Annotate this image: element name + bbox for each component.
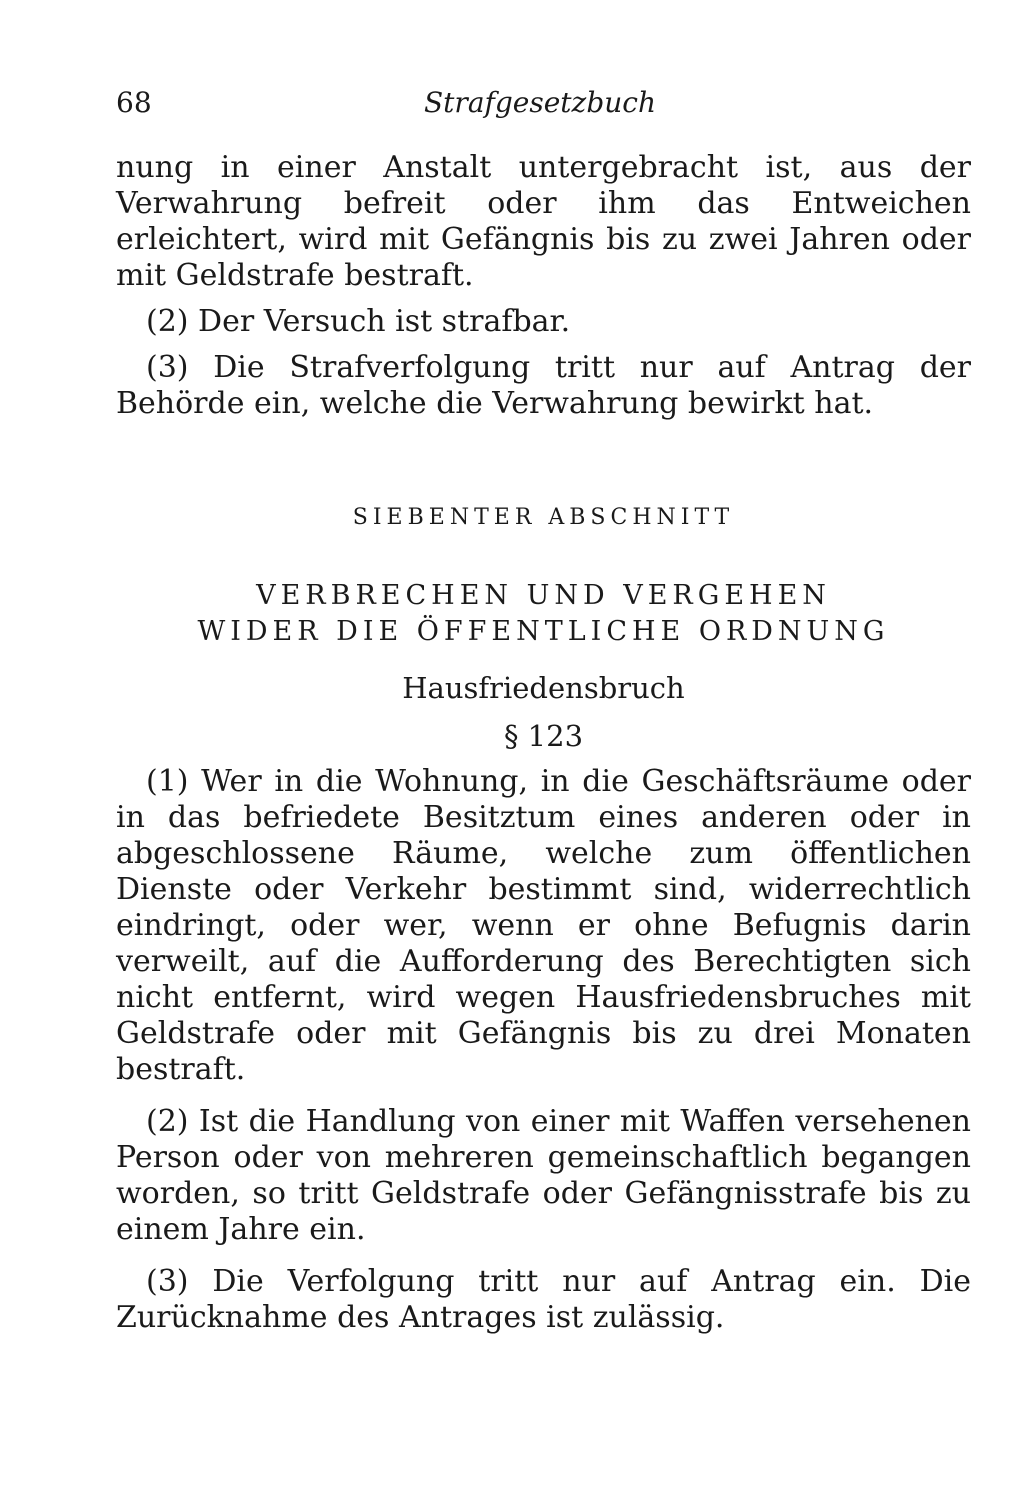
page-header — [116, 86, 976, 126]
prev-paragraph-2: (2) Der Versuch ist strafbar. — [146, 304, 571, 339]
page-body — [116, 150, 971, 1336]
chapter-title-line-2: WIDER DIE ÖFFENTLICHE ORDNUNG — [197, 616, 890, 647]
section-paragraph-2: (2) Ist die Handlung von einer mit Waffen versehenen Person oder von mehreren gemeinschaftlich begangen worden, so tritt Geldstrafe oder Gefängnisstrafe bis zu einem Jahre ein. — [116, 1104, 971, 1247]
chapter-label: SIEBENTER ABSCHNITT — [352, 505, 735, 530]
section-paragraph-3: (3) Die Verfolgung tritt nur auf Antrag ein. Die Zurücknahme des Antrages ist zulässig. — [116, 1264, 971, 1335]
page-number: 68 — [116, 86, 152, 119]
prev-paragraph-3: (3) Die Strafverfolgung tritt nur auf Antrag der Behörde ein, welche die Verwahrung bewirkt hat. — [116, 350, 971, 421]
chapter-title-line-1: VERBRECHEN UND VERGEHEN — [256, 580, 831, 611]
section-number: § 123 — [503, 719, 584, 753]
section-subject: Hausfriedensbruch — [402, 671, 685, 705]
running-title: Strafgesetzbuch — [424, 86, 656, 119]
continuation-paragraph: nung in einer Anstalt untergebracht ist, aus der Verwahrung befreit oder ihm das Entweichen erleichtert, wird mit Gefängnis bis zu zwei Jahren oder mit Geldstrafe bestraft. — [116, 150, 971, 293]
section-paragraph-1: (1) Wer in die Wohnung, in die Geschäftsräume oder in das befriedete Besitztum eines anderen oder in abgeschlossene Räume, welche zum öffentlichen Dienste oder Verkehr bestimmt sind, widerrechtlich eindringt, oder wer, wenn er ohne Befugnis darin verweilt, auf die Aufforderung des Berechtigten sich nicht entfernt, wird wegen Hausfriedensbruches mit Geldstrafe oder mit Gefängnis bis zu drei Monaten bestraft. — [116, 764, 971, 1087]
chapter-title — [116, 578, 971, 650]
